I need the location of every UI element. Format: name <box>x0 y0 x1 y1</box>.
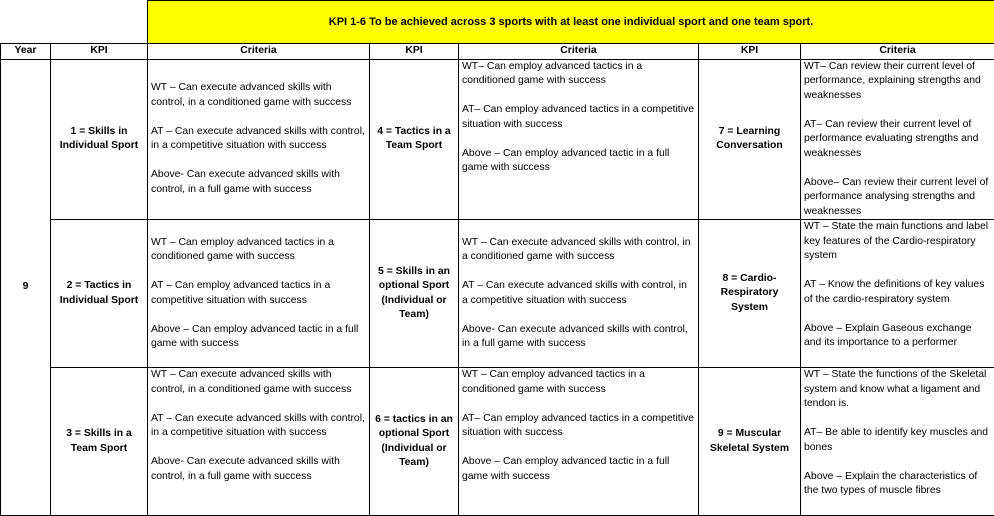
kpi-label: 5 = Skills in an optional Sport (Individual or Team) <box>370 220 459 368</box>
header-kpi: KPI <box>699 44 801 60</box>
criteria-above: Above– Can review their current level of performance analysing strengths and weaknesses <box>804 176 989 217</box>
criteria-wt: WT– Can employ advanced tactics in a conditioned game with success <box>462 60 643 86</box>
kpi-label: 4 = Tactics in a Team Sport <box>370 59 459 220</box>
criteria-above: Above- Can execute advanced skills with control, in a full game with success <box>151 456 340 482</box>
criteria-cell <box>801 368 994 516</box>
criteria-wt: WT – State the functions of the Skeletal system and know what a ligament and tendon is. <box>804 369 987 409</box>
criteria-cell <box>801 220 994 368</box>
table-row <box>1 59 994 220</box>
header-criteria: Criteria <box>459 44 699 60</box>
kpi-label: 3 = Skills in a Team Sport <box>51 368 148 516</box>
criteria-cell <box>148 220 370 368</box>
criteria-cell <box>459 220 699 368</box>
year-cell: 9 <box>1 59 51 516</box>
header-year: Year <box>1 44 51 60</box>
criteria-wt: WT – Can employ advanced tactics in a conditioned game with success <box>151 236 334 262</box>
criteria-wt: WT – Can execute advanced skills with control, in a conditioned game with success <box>462 236 691 262</box>
criteria-wt: WT – Can execute advanced skills with control, in a conditioned game with success <box>151 82 352 108</box>
criteria-cell <box>459 368 699 516</box>
criteria-above: Above – Can employ advanced tactic in a full game with success <box>462 456 670 482</box>
kpi-label: 6 = tactics in an optional Sport (Individual or Team) <box>370 368 459 516</box>
criteria-at: AT– Can employ advanced tactics in a competitive situation with success <box>462 412 694 438</box>
kpi-label: 7 = Learning Conversation <box>699 59 801 220</box>
criteria-cell <box>459 59 699 220</box>
kpi-label: 2 = Tactics in Individual Sport <box>51 220 148 368</box>
criteria-above: Above- Can execute advanced skills with control, in a full game with success <box>462 323 688 349</box>
criteria-at: AT – Know the definitions of key values of the cardio-respiratory system <box>804 279 985 305</box>
header-kpi: KPI <box>370 44 459 60</box>
criteria-above: Above- Can execute advanced skills with control, in a full game with success <box>151 169 340 195</box>
criteria-at: AT– Be able to identify key muscles and bones <box>804 427 989 453</box>
criteria-wt: WT – Can execute advanced skills with control, in a conditioned game with success <box>151 369 352 395</box>
criteria-above: Above – Explain the characteristics of the two types of muscle fibres <box>804 470 978 496</box>
criteria-at: AT – Can employ advanced tactics in a competitive situation with success <box>151 280 331 306</box>
kpi-label: 9 = Muscular Skeletal System <box>699 368 801 516</box>
criteria-at: AT – Can execute advanced skills with control, in a competitive situation with success <box>151 125 365 152</box>
criteria-at: AT – Can execute advanced skills with control, in a competitive situation with success <box>151 412 365 438</box>
table-row <box>1 368 994 516</box>
header-kpi: KPI <box>51 44 148 60</box>
blank-corner <box>1 1 148 44</box>
criteria-cell <box>801 59 994 220</box>
criteria-above: Above – Can employ advanced tactic in a full game with success <box>462 147 670 173</box>
criteria-wt: WT – Can employ advanced tactics in a conditioned game with success <box>462 369 645 395</box>
kpi-label: 8 = Cardio-Respiratory System <box>699 220 801 368</box>
criteria-wt: WT– Can review their current level of performance, explaining strengths and weaknesses <box>804 60 981 101</box>
criteria-above: Above – Can employ advanced tactic in a full game with success <box>151 323 359 349</box>
banner-title: KPI 1-6 To be achieved across 3 sports with at least one individual sport and one team sport. <box>148 1 994 44</box>
criteria-cell <box>148 59 370 220</box>
criteria-above: Above – Explain Gaseous exchange and its importance to a performer <box>804 322 972 348</box>
header-row <box>1 44 994 60</box>
criteria-at: AT – Can execute advanced skills with control, in a competitive situation with success <box>462 280 687 306</box>
header-criteria: Criteria <box>148 44 370 60</box>
criteria-at: AT– Can review their current level of performance evaluating strengths and weaknesses <box>804 118 979 159</box>
header-criteria: Criteria <box>801 44 994 60</box>
criteria-at: AT– Can employ advanced tactics in a competitive situation with success <box>462 104 694 130</box>
table-row <box>1 220 994 368</box>
kpi-label: 1 = Skills in Individual Sport <box>51 59 148 220</box>
criteria-wt: WT – State the main functions and label key features of the Cardio-respiratory system <box>804 221 989 261</box>
banner-row <box>1 1 994 44</box>
criteria-cell <box>148 368 370 516</box>
